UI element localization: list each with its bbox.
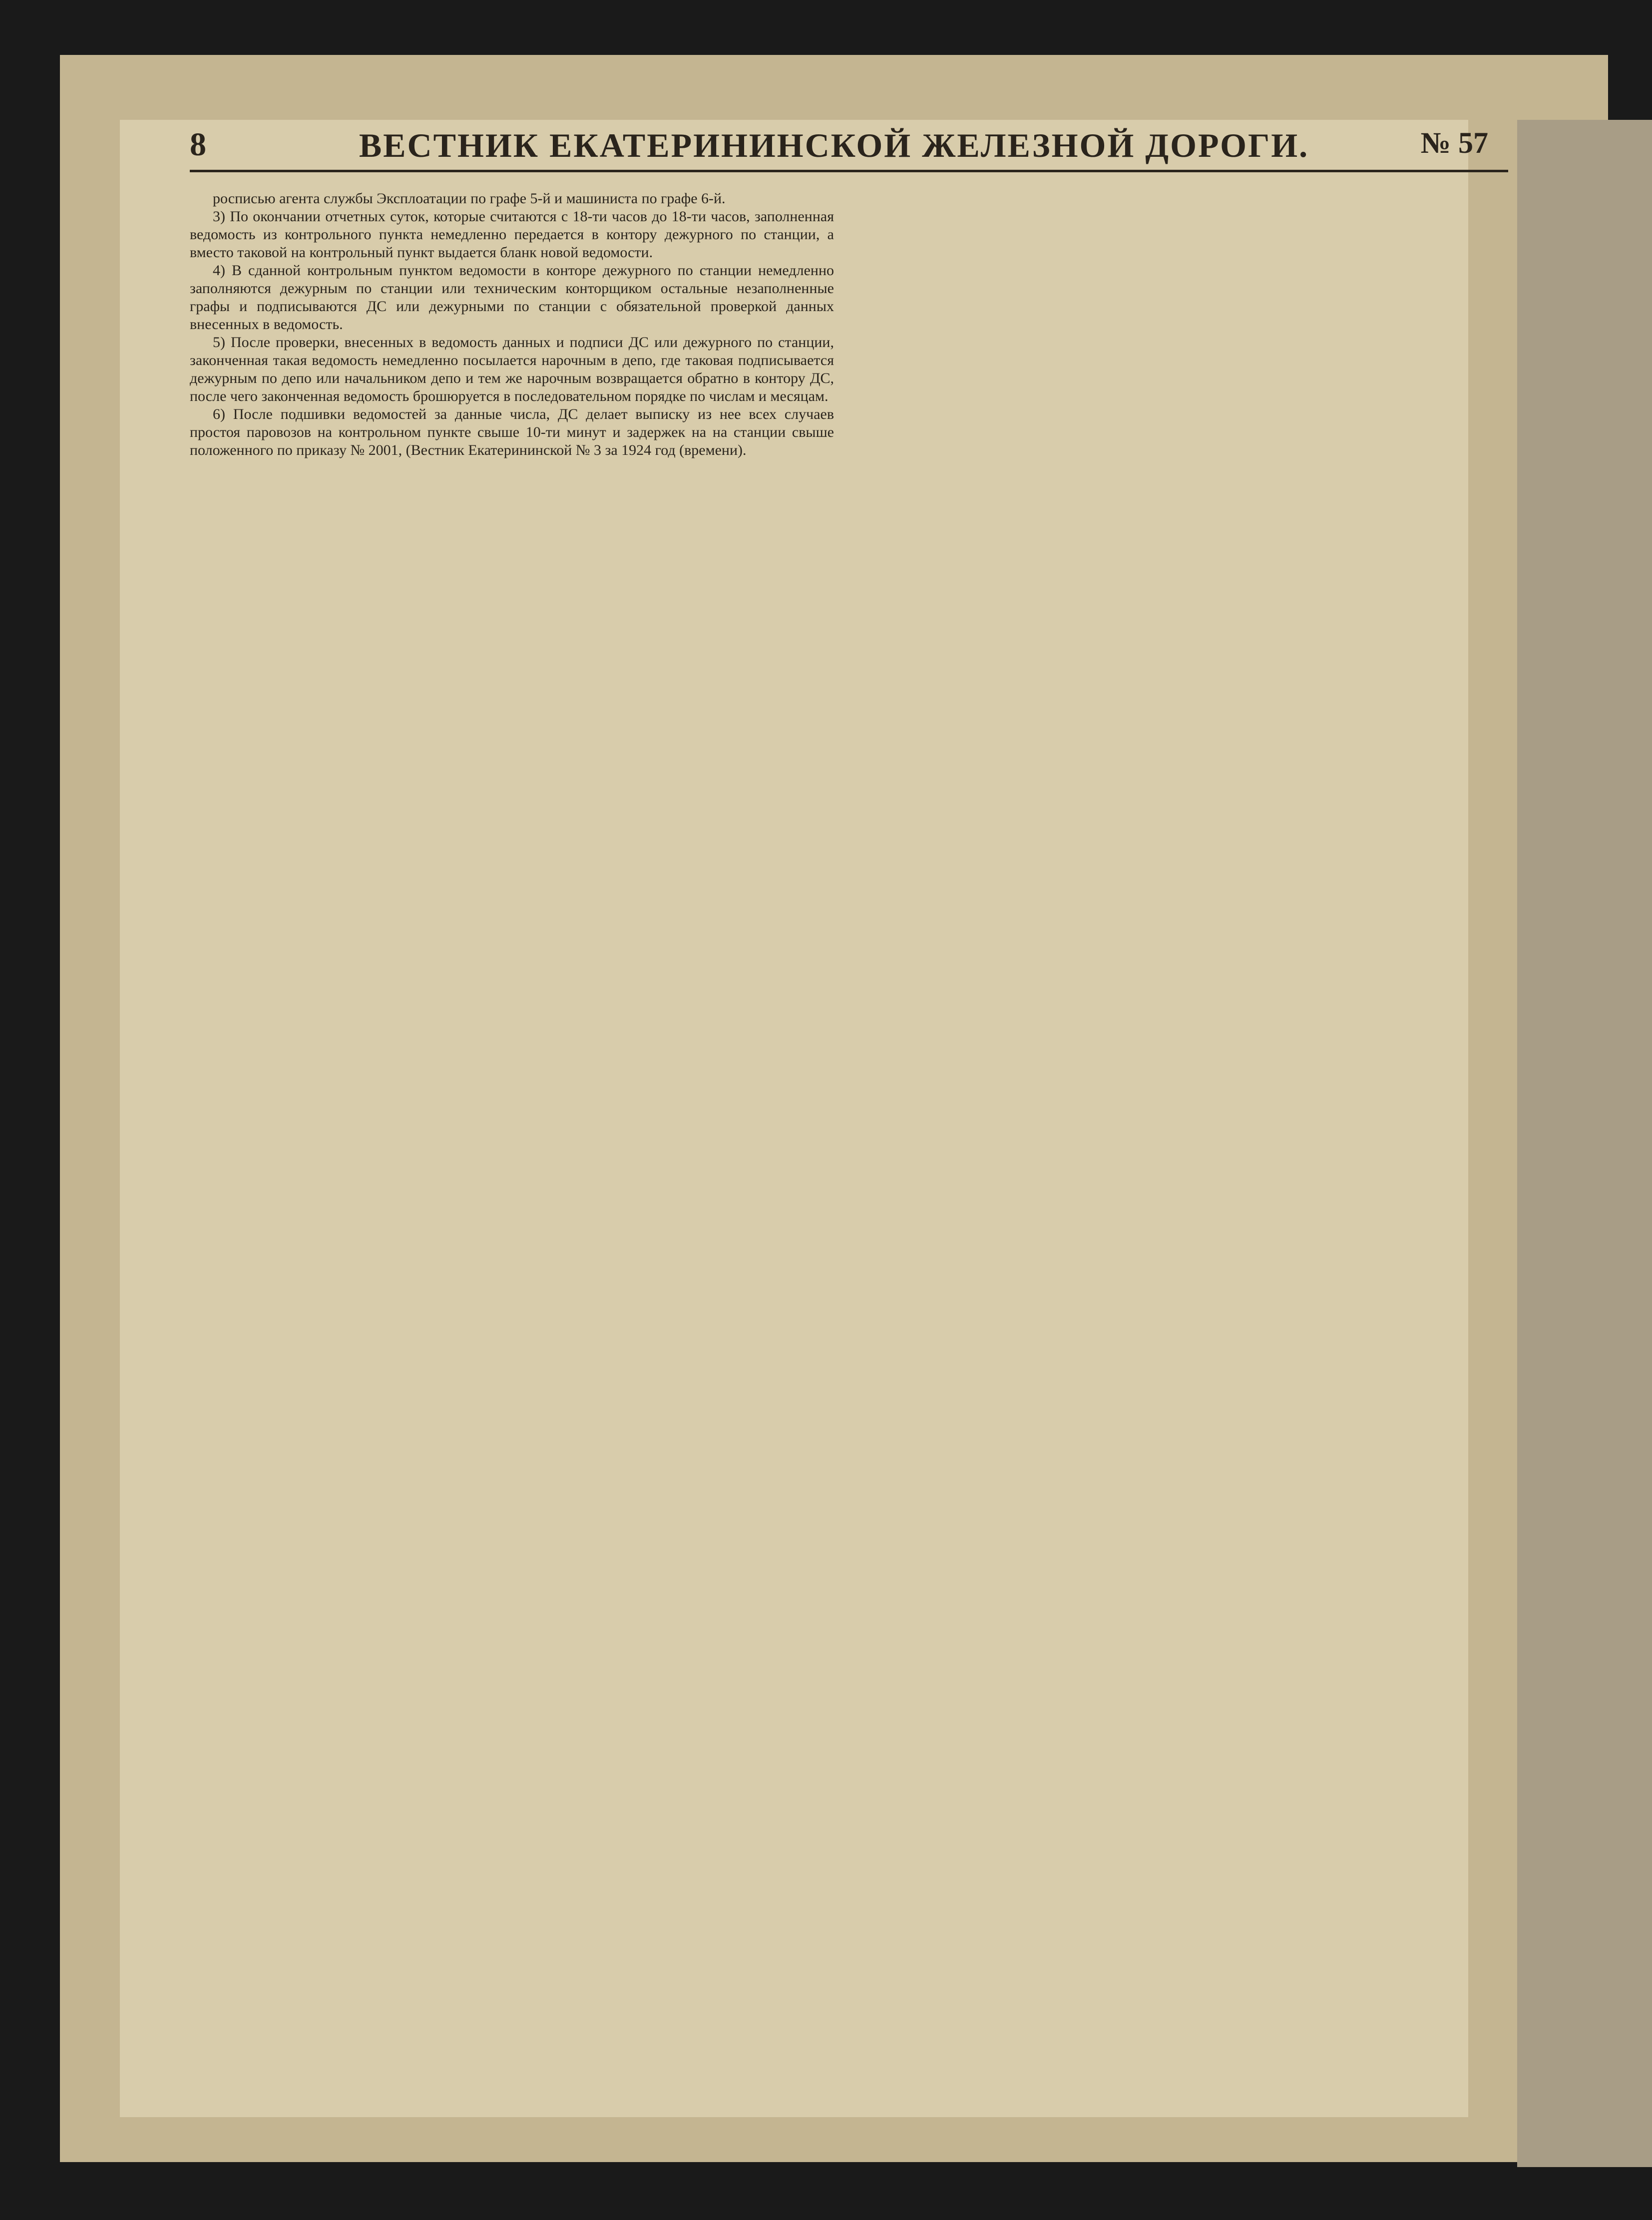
newspaper-title: ВЕСТНИК ЕКАТЕРИНИНСКОЙ ЖЕЛЕЗНОЙ ДОРОГИ. (359, 126, 1309, 164)
paragraph: 6) После подшивки ведомостей за данные числа, ДС делает выписку из нее всех случаев простоя паровозов на контрольном пункте свыше 10-ти минут и задержек на на станции свыше положенного по приказу № 2001, (Вестник Екатерининской № 3 за 1924 год (времени). (190, 406, 834, 458)
paragraph: росписью агента службы Эксплоатации по графе 5-й и машиниста по графе 6-й. (213, 190, 726, 207)
next-page-edge (1517, 120, 1652, 2167)
header-rule (190, 170, 1508, 172)
issue-number: № 57 (1420, 126, 1488, 159)
paragraph: 5) После проверки, внесенных в ведомость данных и подписи ДС или дежурного по станции, законченная такая ведомость немедленно посылается нарочным в депо, где таковая подписывается дежурным по депо или начальником депо и тем же нарочным возвращается обратно в контору ДС, после чего законченная ведомость брошюруется в последовательном порядке по числам и месяцам. (190, 334, 834, 404)
page-number: 8 (190, 126, 206, 163)
left-column (190, 190, 834, 459)
page-header (190, 126, 1508, 186)
newspaper-page (120, 120, 1488, 2117)
paragraph: 3) По окончании отчетных суток, которые считаются с 18-ти часов до 18-ти часов, заполненная ведомость из контрольного пункта немедленно передается в контору дежурного по станции, а вместо таковой на контрольный пункт выдается бланк новой ведомости. (190, 208, 834, 261)
paragraph: 4) В сданной контрольным пунктом ведомости в конторе дежурного по станции немедленно заполняются дежурным по станции или техническим конторщиком остальные незаполненные графы и подписываются ДС или дежурными по станции с обязательной проверкой данных внесенных в ведомость. (190, 262, 834, 333)
